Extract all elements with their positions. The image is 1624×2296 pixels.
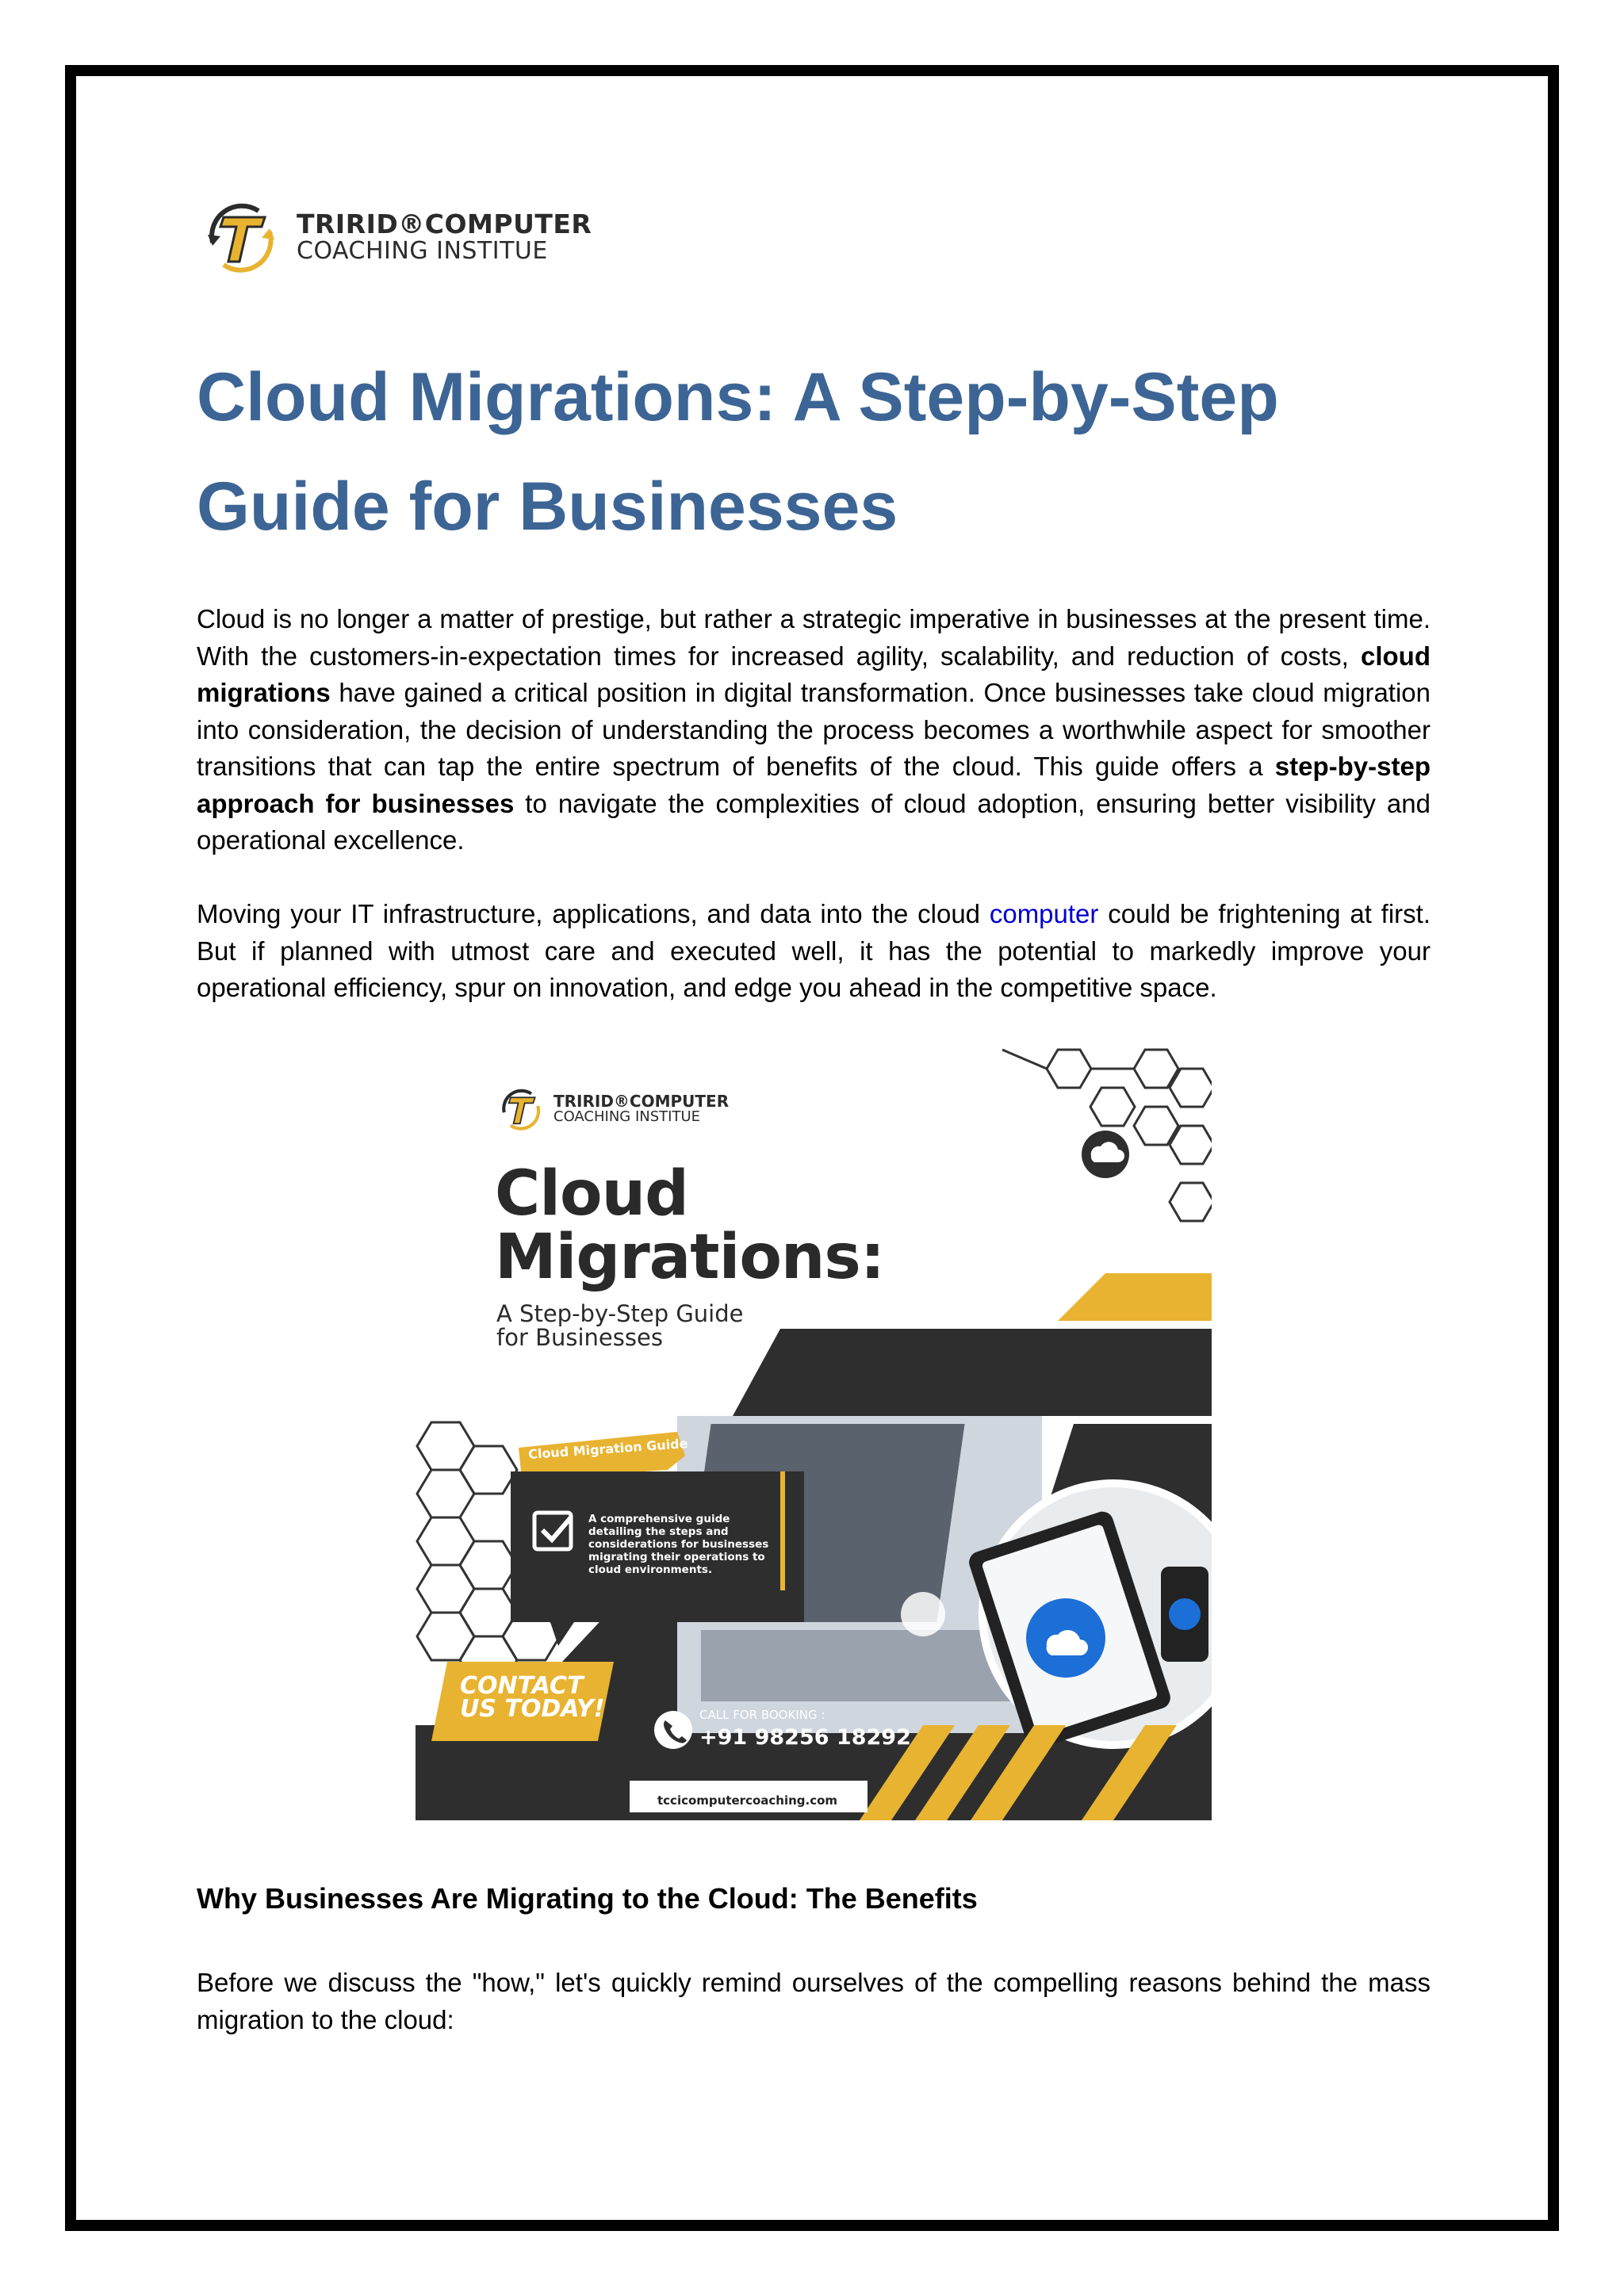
banner-logo-line-1: TRIRID®COMPUTER	[553, 1092, 730, 1112]
section-heading: Why Businesses Are Migrating to the Cloud: The Benefits	[197, 1882, 978, 1915]
banner-description: A comprehensive guide detailing the steps and considerations for businesses migrating their operations to cloud environments.	[588, 1513, 769, 1576]
second-paragraph	[197, 896, 1431, 1007]
banner-subtitle-line-1: A Step-by-Step Guide	[496, 1300, 744, 1327]
promo-banner-image	[416, 1043, 1212, 1820]
logo-line-2: COACHING INSTITUE	[297, 236, 548, 265]
page-title	[197, 342, 1434, 561]
intro-bold-approach: step-by-step approach for businesses	[197, 752, 1431, 818]
section-paragraph: Before we discuss the "how," let's quickly remind ourselves of the compelling reasons behind the mass migration to the cloud:	[197, 1968, 1431, 2034]
banner-guide-tag: Cloud Migration Guide	[527, 1435, 688, 1463]
intro-text-3: to navigate the complexities of cloud adoption, ensuring better visibility and operational excellence.	[197, 788, 1431, 855]
computer-link[interactable]: computer	[989, 899, 1099, 928]
banner-website: tccicomputercoaching.com	[657, 1793, 838, 1808]
contact-line-1: CONTACT	[460, 1672, 584, 1700]
title-line-1: Cloud Migrations: A Step-by-Step	[197, 359, 1279, 435]
second-text-1: Moving your IT infrastructure, applications, and data into the cloud	[197, 899, 990, 928]
banner-call-label: CALL FOR BOOKING :	[699, 1708, 825, 1722]
banner-subtitle-line-2: for Businesses	[496, 1324, 663, 1351]
banner-subtitle	[496, 1302, 743, 1349]
logo-line-1: TRIRID®COMPUTER	[297, 208, 592, 239]
contact-line-2: US TODAY!	[460, 1695, 605, 1723]
banner-title-line-2: Migrations:	[495, 1222, 885, 1293]
title-line-2: Guide for Businesses	[197, 469, 898, 545]
intro-bold-cloud-migrations: cloud migrations	[197, 641, 1431, 707]
tcci-logo-icon	[197, 193, 285, 281]
phone-icon	[654, 1711, 692, 1749]
banner-logo-line-2: COACHING INSTITUE	[553, 1108, 701, 1126]
banner-title-line-1: Cloud	[495, 1158, 688, 1230]
second-text-2: could be frightening at first. But if planned with utmost care and executed well, it has the potential to markedly improve your operational efficiency, spur on innovation, and edge you ahead in the competitive space.	[197, 899, 1431, 1002]
header-logo	[197, 193, 593, 281]
banner-contact-cta	[460, 1672, 605, 1723]
intro-text-1: Cloud is no longer a matter of prestige, but rather a strategic imperative in businesses at the present time. With the customers-in-expectation times for increased agility, scalability, and reduction of costs,	[197, 604, 1431, 671]
banner-logo	[495, 1083, 729, 1135]
intro-text-2: have gained a critical position in digital transformation. Once businesses take cloud migration into consideration, the decision of understanding the process becomes a worthwhile aspect for smoother transitions that can tap the entire spectrum of benefits of the cloud. This guide offers a	[197, 678, 1431, 781]
banner-phone-number: +91 98256 18292	[699, 1725, 911, 1750]
banner-logo-icon	[495, 1083, 547, 1135]
intro-paragraph	[197, 601, 1431, 859]
banner-title	[495, 1158, 885, 1293]
